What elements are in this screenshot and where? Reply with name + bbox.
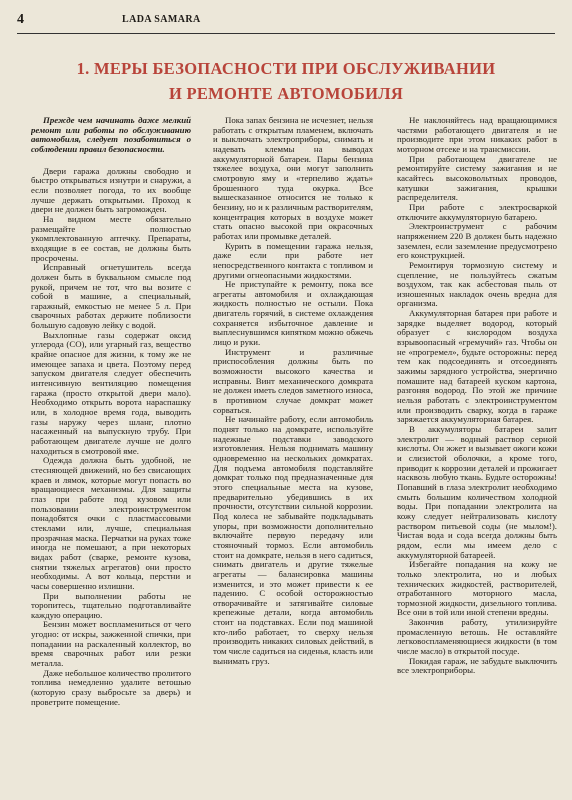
paragraph: На видном месте обязательно размещайте полностью укомплектованную аптечку. Препараты, входящие в ее состав, не должны быть просрочены. — [31, 213, 191, 263]
paragraph: Покидая гараж, не забудьте выключить все электроприборы. — [397, 655, 557, 676]
book-title: LADA SAMARA — [122, 14, 201, 25]
paragraph: Исправный огнетушитель всегда должен быть в буквальном смысле под рукой, причем не тот, что вы возите с собой в машине, а специальный, гаражный, емкостью не менее 5 л. При сварочных работах держите поблизости большую садовую лейку с водой. — [31, 262, 191, 331]
paragraph: Одежда должна быть удобной, не стесняющей движений, но без свисающих краев и лямок, которые могут попасть во вращающиеся механизмы. Для защиты глаз при работе под кузовом или пользовании электроинструментом понадобятся очки с пластмассовыми стеклами или, лучше, специальная прозрачная маска. Перчатки на руках тоже иногда не помешают, а при некоторых видах работ (сварке, ремонте кузова, снятии тяжелых агрегатов) они просто необходимы. А вот кольца, перстни и часы совершенно излишни. — [31, 455, 191, 591]
chapter-title-line-1: 1. МЕРЫ БЕЗОПАСНОСТИ ПРИ ОБСЛУЖИВАНИИ — [76, 59, 496, 78]
paragraph: Электроинструмент с рабочим напряжением 220 В должен быть надежно заземлен, если заземление предусмотрено его конструкцией. — [397, 221, 557, 261]
paragraph: При работающем двигателе не ремонтируйте систему зажигания и не касайтесь высоковольтных проводов, катушки зажигания, крышки распределителя. — [397, 153, 557, 203]
paragraph: Пока запах бензина не исчезнет, нельзя работать с открытым пламенем, включать и выключать электроприборы, снимать и надевать клеммы на выводах аккумуляторной батареи. Пары бензина тяжелее воздуха, они могут заполнить смотровую яму и «терпеливо ждать» брошенного туда окурка. Все вышесказанное относится не только к бензину, но и к различным растворителям, концентрация которых в воздухе может стать опасно высокой при окрасочных работах или промывке деталей. — [213, 116, 373, 241]
paragraph: Избегайте попадания на кожу не только электролита, но и любых технических жидкостей, растворителей, отработанного моторного масла, тормозной жидкости, дизельного топлива. Все они в той или иной степени вредны. — [397, 559, 557, 618]
body-text — [31, 116, 557, 792]
page-number: 4 — [17, 12, 24, 27]
paragraph: Ремонтируя тормозную систему и сцепление, не пользуйтесь сжатым воздухом, так как асбестовая пыль от изношенных накладок очень вредна для организма. — [397, 259, 557, 309]
paragraph: Выхлопные газы содержат оксид углерода (CO), или угарный газ, вещество крайне опасное для жизни, к тому же не имеющее запаха и цвета. Поэтому перед запуском двигателя следует обеспечить интенсивную вентиляцию помещения гаража (просто открытой двери мало). Необходимо открыть ворота нараспашку или, в холодное время года, выводить газы наружу через шланг, плотно насаженный на выпускную трубу. При работающем двигателе лучше не долго находиться в смотровой яме. — [31, 329, 191, 456]
paragraph: Закончив работу, утилизируйте промасленную ветошь. Не оставляйте легковоспламеняющиеся жидкости (в том числе масло) в открытой посуде. — [397, 617, 557, 657]
paragraph: При выполнении работы не торопитесь, тщательно подготавливайте каждую операцию. — [31, 590, 191, 620]
paragraph: Курить в помещении гаража нельзя, даже если при работе нет непосредственного контакта с топливом и другими огнеопасными жидкостями. — [213, 240, 373, 280]
paragraph: Не приступайте к ремонту, пока все агрегаты автомобиля и охлаждающая жидкость полностью не остыли. Пока двигатель горячий, в системе охлаждения сохраняется избыточное давление и выплеснувшимся кипятком можно обжечь лицо и руки. — [213, 279, 373, 348]
text-column-1 — [31, 116, 191, 792]
paragraph: Не наклоняйтесь над вращающимися частями работающего двигателя и не производите при этом никаких работ в моторном отсеке и на трансмиссии. — [397, 116, 557, 154]
paragraph: Не начинайте работу, если автомобиль поднят только на домкрате, используйте надежные подставки заводского изготовления. Нельзя поднимать машину одновременно на нескольких домкратах. Для подъема автомобиля подставляйте домкрат только под предназначенные для этого специальные места на кузове, предварительно убедившись в их прочности, отсутствии сильной коррозии. Под колеса не забывайте подкладывать упоры, при возможности дополнительно включайте первую передачу или стояночный тормоз. Если автомобиль стоит на домкрате, нельзя в него садиться, снимать двигатель и другие тяжелые агрегаты — балансировка машины изменится, и это может привести к ее падению. С особой осторожностью отворачивайте и затягивайте силовые крепежные детали, когда автомобиль стоит на подставках. Если под машиной кто-либо работает, то сверху нельзя производить никаких силовых действий, в том числе садиться на сиденья, класть или вынимать груз. — [213, 414, 373, 666]
paragraph: При работе с электросваркой отключите аккумуляторную батарею. — [397, 201, 557, 222]
paragraph: Аккумуляторная батарея при работе и зарядке выделяет водород, который образует с кислородом воздуха взрывоопасный «гремучий» газ. Чтобы он не «прогремел», будьте осторожны: перед тем как подсоединять и отсоединять зажимы зарядного устройства, энергично помашите над батареей куском картона, разгоняя водород. По этой же причине нельзя работать с электроинструментом или производить сварку, когда в гараже заряжается аккумуляторная батарея. — [397, 308, 557, 425]
chapter-title — [20, 56, 552, 106]
intro-paragraph: Прежде чем начинать даже мелкий ремонт или работы по обслуживанию автомобиля, следует позаботиться о соблюдении правил безопасности. — [31, 116, 191, 154]
text-column-3 — [397, 116, 557, 792]
paragraph: Двери гаража должны свободно и быстро открываться изнутри и снаружи, а если позволяет погода, то их вообще лучше держать открытыми. Проход к двери не должен быть загроможден. — [31, 165, 191, 215]
paragraph: Бензин может воспламениться от чего угодно: от искры, зажженной спички, при попадании на раскаленный коллектор, во время сварочных работ или резки металла. — [31, 619, 191, 669]
chapter-title-line-2: И РЕМОНТЕ АВТОМОБИЛЯ — [168, 84, 404, 103]
header-rule — [17, 33, 555, 34]
paragraph: В аккумуляторы батареи залит электролит — водный раствор серной кислоты. Он жжет и вызывает ожоги кожи и слизистой оболочки, а кроме того, приводит к коррозии деталей и прожигает насквозь любую ткань. Будьте осторожны! Попавший в глаза электролит необходимо смыть большим количеством холодной воды. При попадании электролита на кожу следует нейтрализовать кислоту раствором питьевой соды (не мылом!). Чистая вода и сода всегда должны быть рядом, если мы имеем дело с аккумуляторной батареей. — [397, 424, 557, 560]
text-column-2 — [213, 116, 373, 792]
paragraph: Инструмент и различные приспособления должны быть по возможности высокого качества и исправны. Винт механического домкрата не должен иметь следов заметного износа, в противном случае домкрат может сорваться. — [213, 346, 373, 415]
page-header — [17, 14, 555, 28]
paragraph: Даже небольшое количество пролитого топлива немедленно удалите ветошью (которую сразу выбросьте за дверь) и проветрите помещение. — [31, 667, 191, 707]
